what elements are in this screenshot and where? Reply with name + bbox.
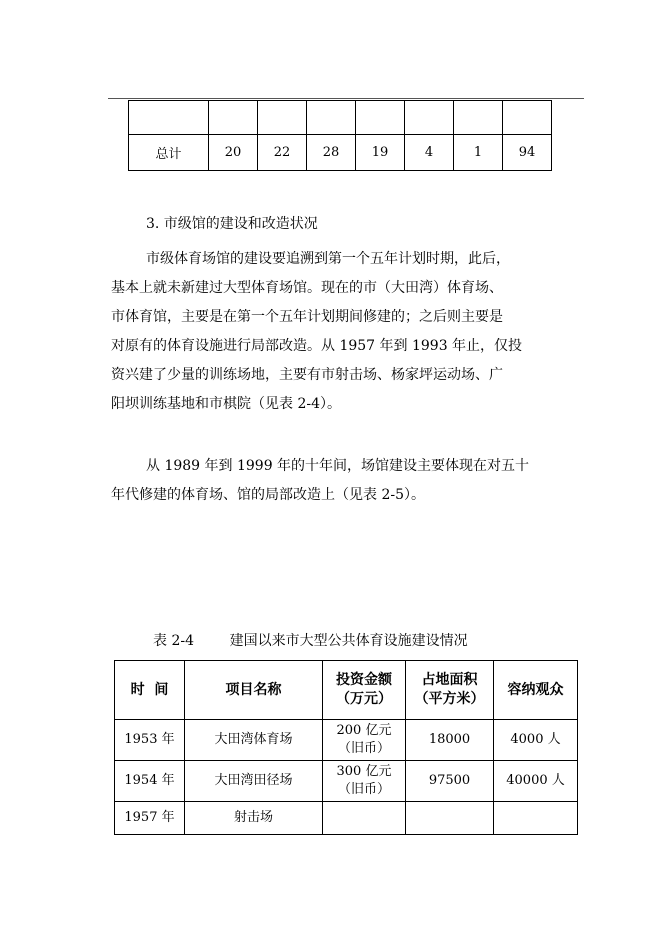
- cell-area: 18000: [406, 720, 494, 761]
- cell-capacity: 40000 人: [494, 761, 578, 802]
- header-project: 项目名称: [185, 661, 323, 720]
- header-area: [406, 661, 494, 720]
- text-line: 年代修建的体育场、馆的局部改造上（见表 2-5）。: [111, 487, 425, 503]
- text-line: 市体育馆，主要是在第一个五年计划期间修建的；之后则主要是: [111, 309, 503, 325]
- cell-area: [406, 802, 494, 835]
- text-line: 基本上就未新建过大型体育场馆。现在的市（大田湾）体育场、: [111, 280, 503, 296]
- text-line: 阳坝训练基地和市棋院（见表 2-4）。: [111, 396, 341, 412]
- header-time: 时 间: [115, 661, 185, 720]
- paragraph-2: [111, 452, 529, 510]
- table-cell: [258, 101, 307, 135]
- investment-note: （旧币）: [337, 782, 390, 797]
- cell-investment: [323, 761, 406, 802]
- table-row: [115, 761, 578, 802]
- table-cell: [405, 101, 454, 135]
- total-value: 19: [356, 135, 405, 171]
- table-cell: [129, 101, 209, 135]
- cell-time: 1953 年: [115, 720, 185, 761]
- cell-time: 1954 年: [115, 761, 185, 802]
- caption-title: 建国以来市大型公共体育设施建设情况: [229, 633, 468, 649]
- caption-label: 表 2-4: [153, 633, 194, 649]
- header-area-line2: （平方米）: [414, 691, 485, 707]
- cell-investment: [323, 720, 406, 761]
- cell-time: 1957 年: [115, 802, 185, 835]
- header-row: [115, 661, 578, 720]
- investment-amount: 300 亿元: [336, 764, 392, 779]
- table-cell: [307, 101, 356, 135]
- table-row: [115, 802, 578, 835]
- header-area-line1: 占地面积: [421, 672, 478, 688]
- cell-project: 大田湾体育场: [185, 720, 323, 761]
- total-value: 4: [405, 135, 454, 171]
- cell-project: 射击场: [185, 802, 323, 835]
- total-value: 28: [307, 135, 356, 171]
- table-cell: [209, 101, 258, 135]
- table-caption: [153, 630, 468, 650]
- total-value: 94: [503, 135, 552, 171]
- header-capacity: 容纳观众: [494, 661, 578, 720]
- table-row: [115, 720, 578, 761]
- header-investment-line2: （万元）: [336, 691, 392, 707]
- text-line: 资兴建了少量的训练场地，主要有市射击场、杨家坪运动场、广: [111, 367, 503, 383]
- facilities-table: [114, 660, 578, 835]
- total-row: [129, 135, 552, 171]
- table-cell: [503, 101, 552, 135]
- total-label: 总计: [129, 135, 209, 171]
- header-investment-line1: 投资金额: [336, 672, 392, 688]
- table-row: [129, 101, 552, 135]
- table-cell: [454, 101, 503, 135]
- total-value: 22: [258, 135, 307, 171]
- total-value: 1: [454, 135, 503, 171]
- text-line: 对原有的体育设施进行局部改造。从 1957 年到 1993 年止，仅投: [111, 338, 523, 354]
- paragraph-1: [111, 245, 522, 419]
- cell-project: 大田湾田径场: [185, 761, 323, 802]
- cell-capacity: 4000 人: [494, 720, 578, 761]
- cell-area: 97500: [406, 761, 494, 802]
- text-line: 从 1989 年到 1999 年的十年间，场馆建设主要体现在对五十: [146, 458, 530, 474]
- cell-investment: [323, 802, 406, 835]
- section-title: 3. 市级馆的建设和改造状况: [146, 216, 318, 232]
- investment-note: （旧币）: [337, 741, 390, 756]
- page-header-rule: [108, 98, 584, 99]
- header-investment: [323, 661, 406, 720]
- investment-amount: 200 亿元: [336, 723, 392, 738]
- total-value: 20: [209, 135, 258, 171]
- cell-capacity: [494, 802, 578, 835]
- summary-table: [128, 100, 552, 171]
- table-cell: [356, 101, 405, 135]
- text-line: 市级体育场馆的建设要追溯到第一个五年计划时期，此后，: [146, 251, 510, 267]
